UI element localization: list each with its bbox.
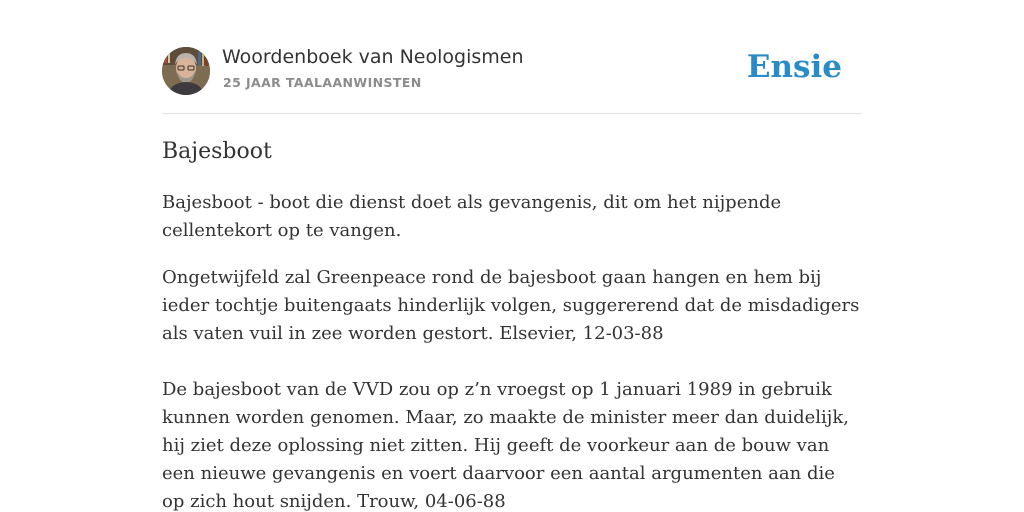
- entry-content: [162, 136, 862, 512]
- blog-title[interactable]: Woordenboek van Neologismen: [222, 46, 524, 68]
- header-divider: [162, 113, 862, 114]
- blog-subtitle: 25 JAAR TAALAANWINSTEN: [223, 75, 422, 90]
- site-header: [162, 46, 862, 96]
- avatar[interactable]: [162, 47, 210, 95]
- entry-title: Bajesboot: [162, 139, 272, 164]
- entry-definition: Bajesboot - boot die dienst doet als gevangenis, dit om het nijpende cellentekort op te vangen.: [162, 192, 782, 241]
- entry-quote: Ongetwijfeld zal Greenpeace rond de bajesboot gaan hangen en hem bij ieder tochtje buitengaats hinderlijk volgen, suggererend dat de misdadigers als vaten vuil in zee worden gestort. Elsevier, 12-03-88: [162, 267, 860, 344]
- entry-quote: De bajesboot van de VVD zou op z’n vroegst op 1 januari 1989 in gebruik kunnen worden genomen. Maar, zo maakte de minister meer dan duidelijk, hij ziet deze oplossing niet zitten. Hij geeft de voorkeur aan de bouw van een nieuwe gevangenis en voert daarvoor een aantal argumenten aan die op zich hout snijden. Trouw, 04-06-88: [162, 379, 849, 512]
- brand-logo[interactable]: Ensie: [746, 49, 842, 85]
- author-photo-icon: [162, 47, 210, 95]
